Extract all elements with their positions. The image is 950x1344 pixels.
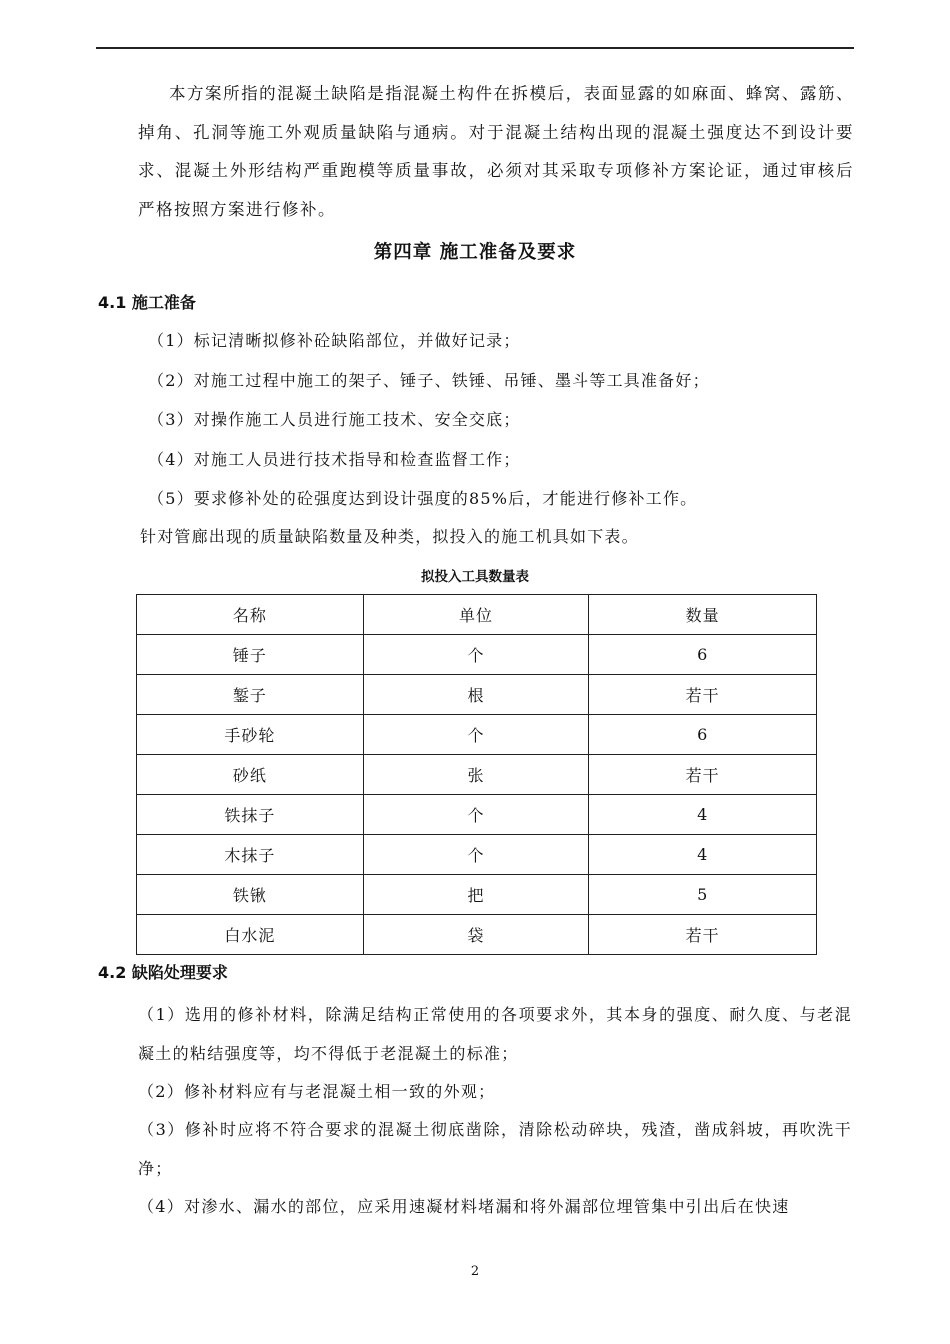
header-cell-name: 名称: [137, 595, 364, 635]
cell-unit: 根: [363, 675, 589, 715]
cell-quantity: 4: [589, 835, 817, 875]
list-item: （2）对施工过程中施工的架子、锤子、铁锤、吊锤、墨斗等工具准备好；: [148, 371, 710, 390]
list-item: （1）选用的修补材料，除满足结构正常使用的各项要求外，其本身的强度、耐久度、与老混凝土的粘结强度等，均不得低于老混凝土的标准；: [138, 1005, 852, 1063]
cell-quantity: 5: [589, 875, 817, 915]
cell-name: 砂纸: [137, 755, 364, 795]
cell-unit: 张: [363, 755, 589, 795]
cell-quantity: 若干: [589, 755, 817, 795]
cell-quantity: 若干: [589, 675, 817, 715]
section-heading-4-2: 4.2 缺陷处理要求: [98, 963, 228, 982]
cell-unit: 把: [363, 875, 589, 915]
list-item: （3）对操作施工人员进行施工技术、安全交底；: [148, 410, 521, 429]
header-rule: [96, 47, 854, 49]
cell-quantity: 4: [589, 795, 817, 835]
intro-paragraph: 本方案所指的混凝土缺陷是指混凝土构件在拆模后，表面显露的如麻面、蜂窝、露筋、掉角、孔洞等施工外观质量缺陷与通病。对于混凝土结构出现的混凝土强度达不到设计要求、混凝土外形结构严重跑模等质量事故，必须对其采取专项修补方案论证，通过审核后严格按照方案进行修补。: [138, 84, 854, 219]
table-row: [137, 795, 817, 835]
chapter-title: 第四章 施工准备及要求: [373, 242, 577, 263]
list-item: （4）对施工人员进行技术指导和检查监督工作；: [148, 450, 521, 469]
list-item: （1）标记清晰拟修补砼缺陷部位，并做好记录；: [148, 331, 521, 350]
cell-name: 木抹子: [137, 835, 364, 875]
header-cell-unit: 单位: [363, 595, 589, 635]
cell-name: 铁抹子: [137, 795, 364, 835]
cell-unit: 个: [363, 795, 589, 835]
cell-unit: 个: [363, 715, 589, 755]
list-item: （5）要求修补处的砼强度达到设计强度的85%后，才能进行修补工作。: [148, 489, 698, 508]
table-header-row: [137, 595, 817, 635]
table-row: [137, 755, 817, 795]
cell-name: 铁锹: [137, 875, 364, 915]
section-heading-4-1: 4.1 施工准备: [98, 293, 196, 312]
cell-unit: 个: [363, 835, 589, 875]
table-caption: 拟投入工具数量表: [421, 569, 529, 585]
cell-quantity: 6: [589, 715, 817, 755]
list-item: （3）修补时应将不符合要求的混凝土彻底凿除，清除松动碎块，残渣，凿成斜坡，再吹洗干净；: [138, 1120, 852, 1178]
table-row: [137, 635, 817, 675]
list-item: （4）对渗水、漏水的部位，应采用速凝材料堵漏和将外漏部位埋管集中引出后在快速: [138, 1197, 790, 1216]
table-row: [137, 875, 817, 915]
cell-name: 手砂轮: [137, 715, 364, 755]
table-row: [137, 675, 817, 715]
table-intro-note: 针对管廊出现的质量缺陷数量及种类，拟投入的施工机具如下表。: [140, 527, 639, 546]
table-row: [137, 835, 817, 875]
cell-quantity: 6: [589, 635, 817, 675]
tools-table: [136, 594, 817, 955]
cell-name: 锤子: [137, 635, 364, 675]
header-cell-quantity: 数量: [589, 595, 817, 635]
cell-unit: 个: [363, 635, 589, 675]
page-number: 2: [470, 1264, 480, 1279]
cell-quantity: 若干: [589, 915, 817, 955]
cell-name: 白水泥: [137, 915, 364, 955]
list-item: （2）修补材料应有与老混凝土相一致的外观；: [138, 1082, 496, 1101]
cell-name: 錾子: [137, 675, 364, 715]
table-row: [137, 915, 817, 955]
cell-unit: 袋: [363, 915, 589, 955]
table-row: [137, 715, 817, 755]
